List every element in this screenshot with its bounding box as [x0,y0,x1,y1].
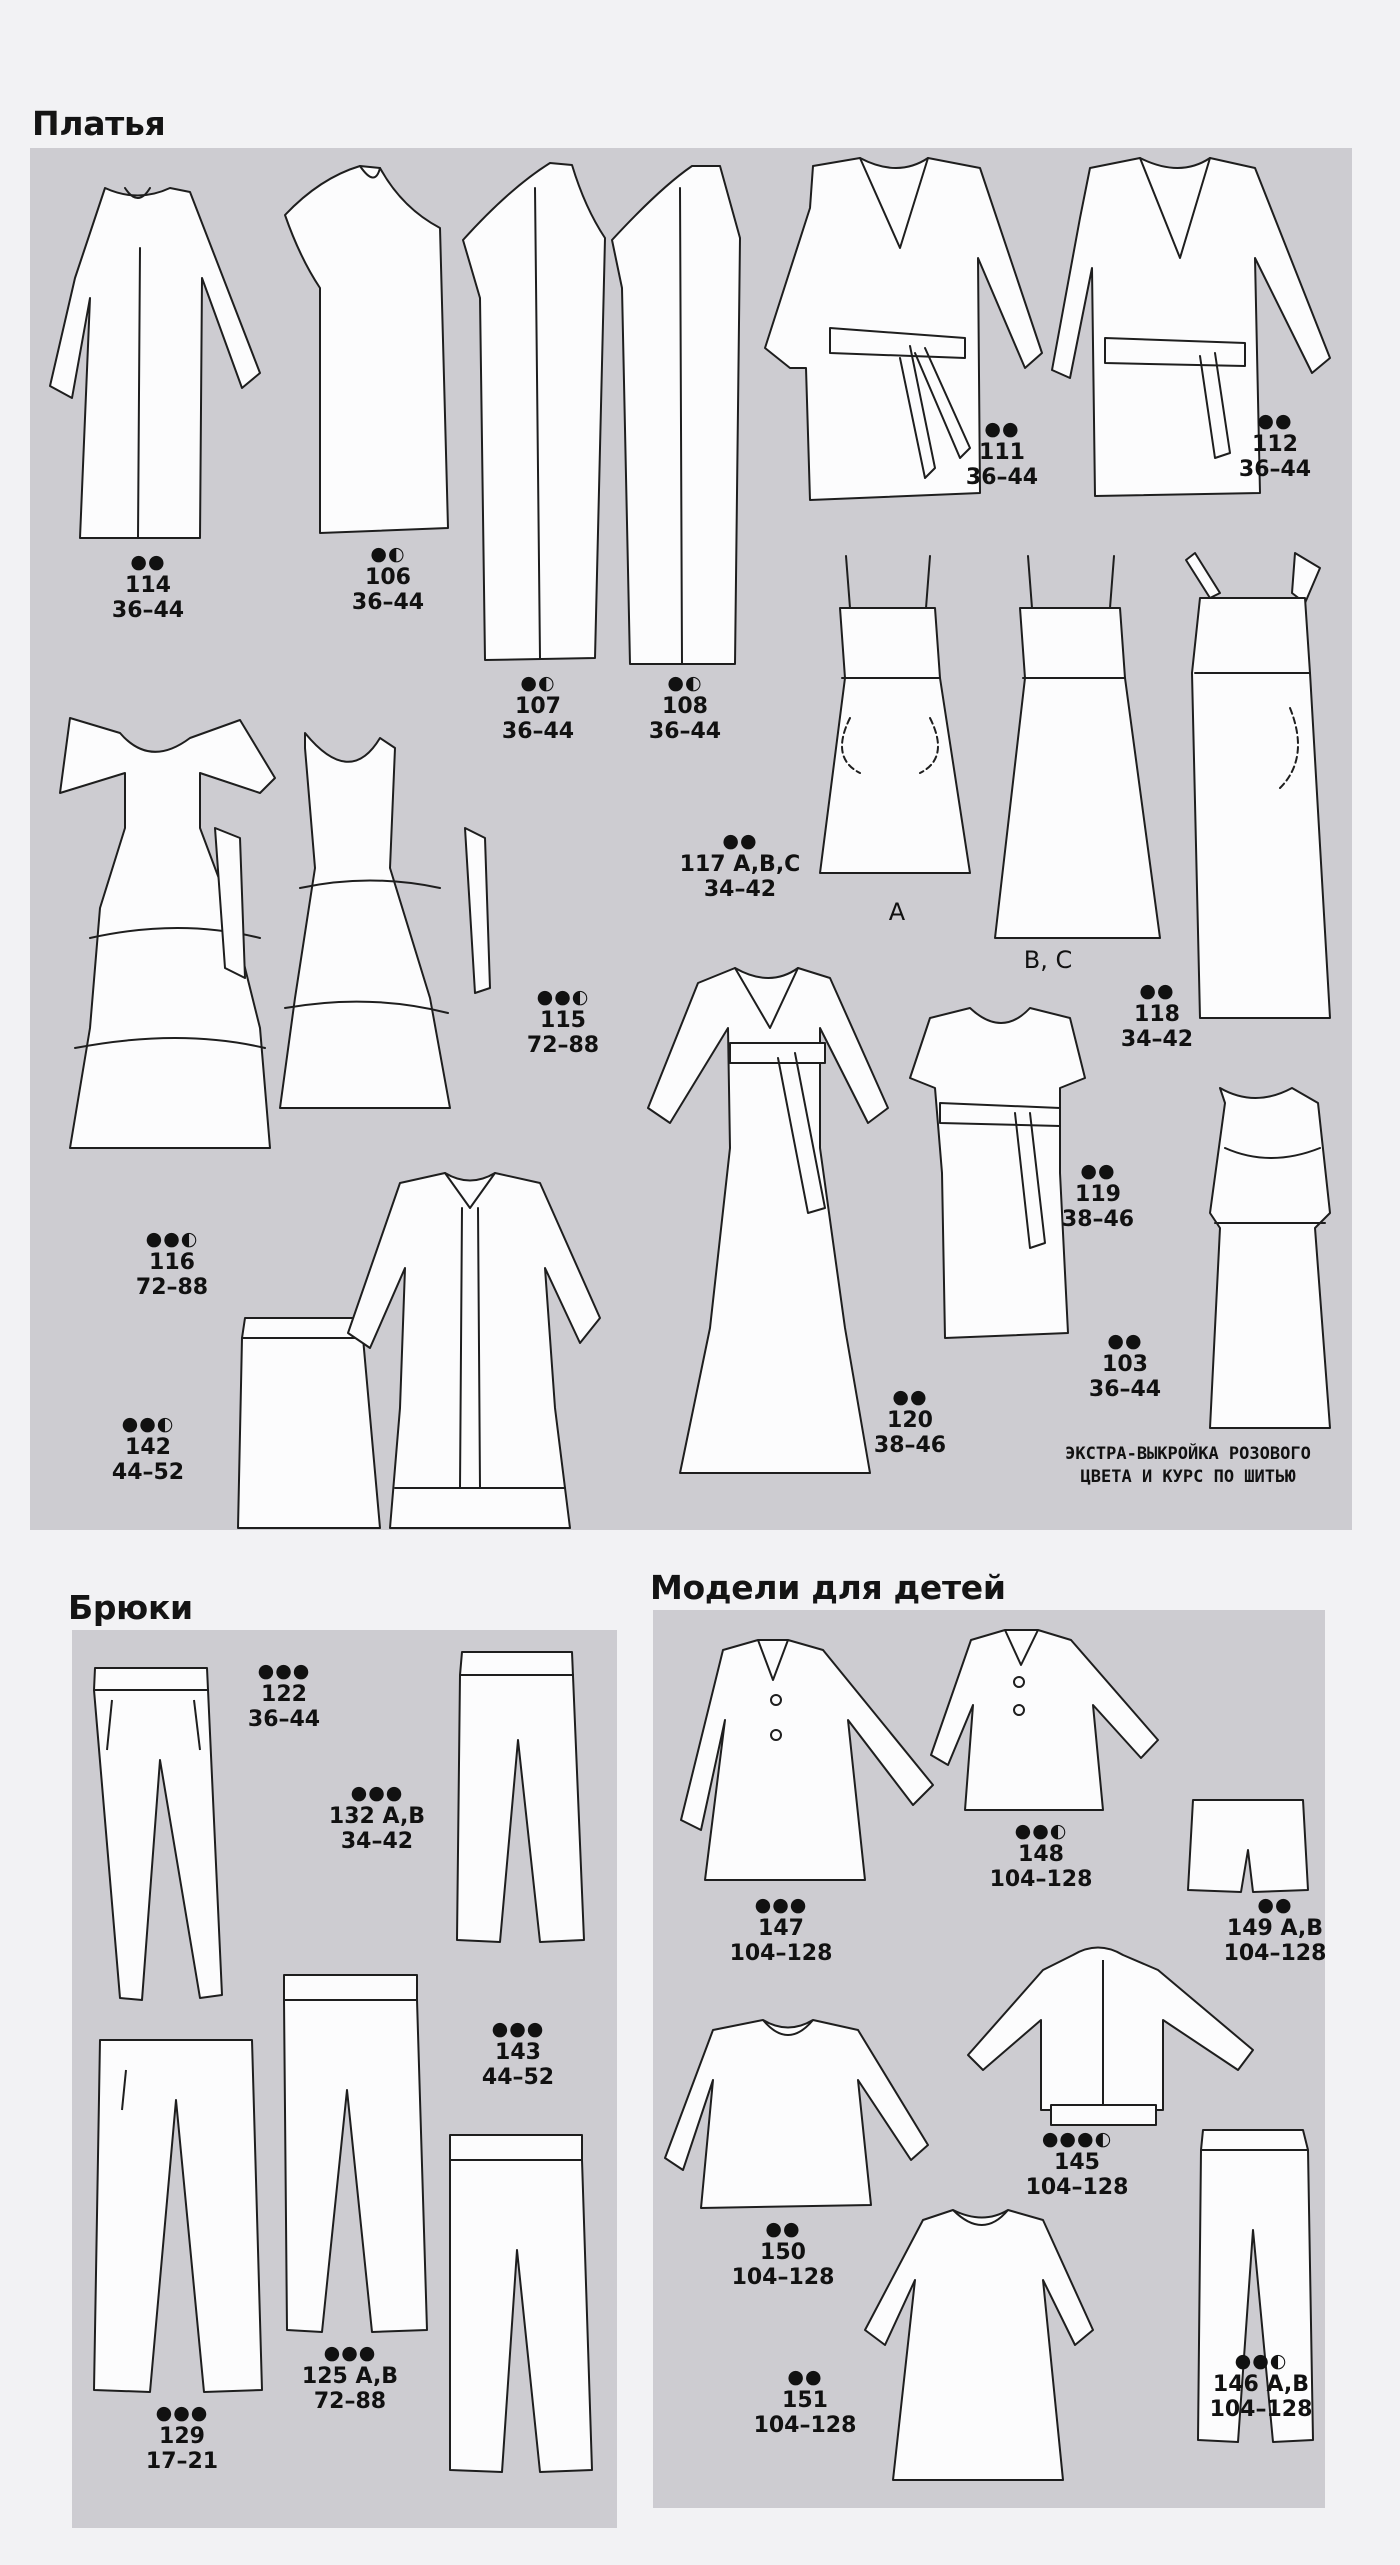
item-125-label: ●●● 125 A,B 72–88 [301,2342,399,2414]
trousers-132-sketch [457,1652,584,1942]
dresses-panel [30,148,1352,1530]
item-119-label: ●● 119 38–46 [1061,1160,1135,1232]
item-129-label: ●●● 129 17–21 [145,2402,219,2474]
shorts-149-sketch [1188,1800,1308,1892]
extra-note-line1: ЭКСТРА-ВЫКРОЙКА РОЗОВОГО [1065,1444,1311,1464]
dress-117bc-sketch [995,556,1160,938]
jacket-148-sketch [931,1630,1158,1810]
trousers-129-sketch [94,2040,262,2392]
item-149-label: ●● 149 A,B 104–128 [1223,1894,1327,1966]
section-title-trousers: Брюки [68,1588,193,1627]
item-147-label: ●●● 147 104–128 [729,1894,833,1966]
item-108-label: ●◐ 108 36–44 [648,672,722,744]
dress-119-sketch [910,1008,1085,1338]
skirt-142-sketch [238,1318,380,1528]
item-111-label: ●● 111 36–44 [965,418,1039,490]
dress-118-sketch [1186,553,1330,1018]
dress-142-sketch [348,1173,600,1528]
dress-106-sketch [285,166,448,533]
item-142-label: ●●◐ 142 44–52 [111,1413,185,1485]
item-143-label: ●●● 143 44–52 [481,2018,555,2090]
item-114-label: ●● 114 36–44 [111,551,185,623]
item-120-label: ●● 120 38–46 [873,1386,947,1458]
item-151-label: ●● 151 104–128 [753,2366,857,2438]
item-122-label: ●●● 122 36–44 [247,1660,321,1732]
dress-117a-sketch [820,556,970,873]
section-title-kids: Модели для детей [650,1568,1006,1607]
dress-120-sketch [648,968,888,1473]
variant-a-label: A [888,898,906,926]
item-116-label: ●●◐ 116 72–88 [135,1228,209,1300]
section-title-dresses: Платья [32,104,166,143]
item-115-label: ●●◐ 115 72–88 [526,986,600,1058]
item-118-label: ●● 118 34–42 [1120,980,1194,1052]
item-107-label: ●◐ 107 36–44 [501,672,575,744]
item-112-label: ●● 112 36–44 [1238,410,1312,482]
variant-bc-label: B, C [1023,946,1073,974]
trousers-panel [72,1630,617,2528]
trousers-122-sketch [94,1668,222,2000]
item-103-label: ●● 103 36–44 [1088,1330,1162,1402]
item-146-label: ●●◐ 146 A,B 104–128 [1209,2350,1313,2422]
item-150-label: ●● 150 104–128 [731,2218,835,2290]
item-117-label: ●● 117 A,B,C 34–42 [679,830,801,902]
trousers-125-sketch [284,1975,427,2332]
dress-103-sketch [1210,1088,1330,1428]
jacket-145-sketch [968,1948,1253,2126]
dress-115-sketch [280,733,490,1108]
extra-note-line2: ЦВЕТА И КУРС ПО ШИТЬЮ [1080,1467,1296,1487]
coat-147-sketch [681,1640,933,1880]
top-150-sketch [665,2020,928,2208]
dress-107-sketch [463,163,605,660]
extra-pattern-note [1038,1443,1338,1489]
dress-114-sketch [50,188,260,538]
trousers-143-sketch [450,2135,592,2472]
dress-116-sketch [60,718,275,1148]
item-148-label: ●●◐ 148 104–128 [989,1820,1093,1892]
item-132-label: ●●● 132 A,B 34–42 [328,1782,426,1854]
item-106-label: ●◐ 106 36–44 [351,543,425,615]
dress-108-sketch [612,166,740,664]
dress-151-sketch [865,2210,1093,2480]
kids-panel [653,1610,1325,2508]
item-145-label: ●●●◐ 145 104–128 [1025,2128,1129,2200]
